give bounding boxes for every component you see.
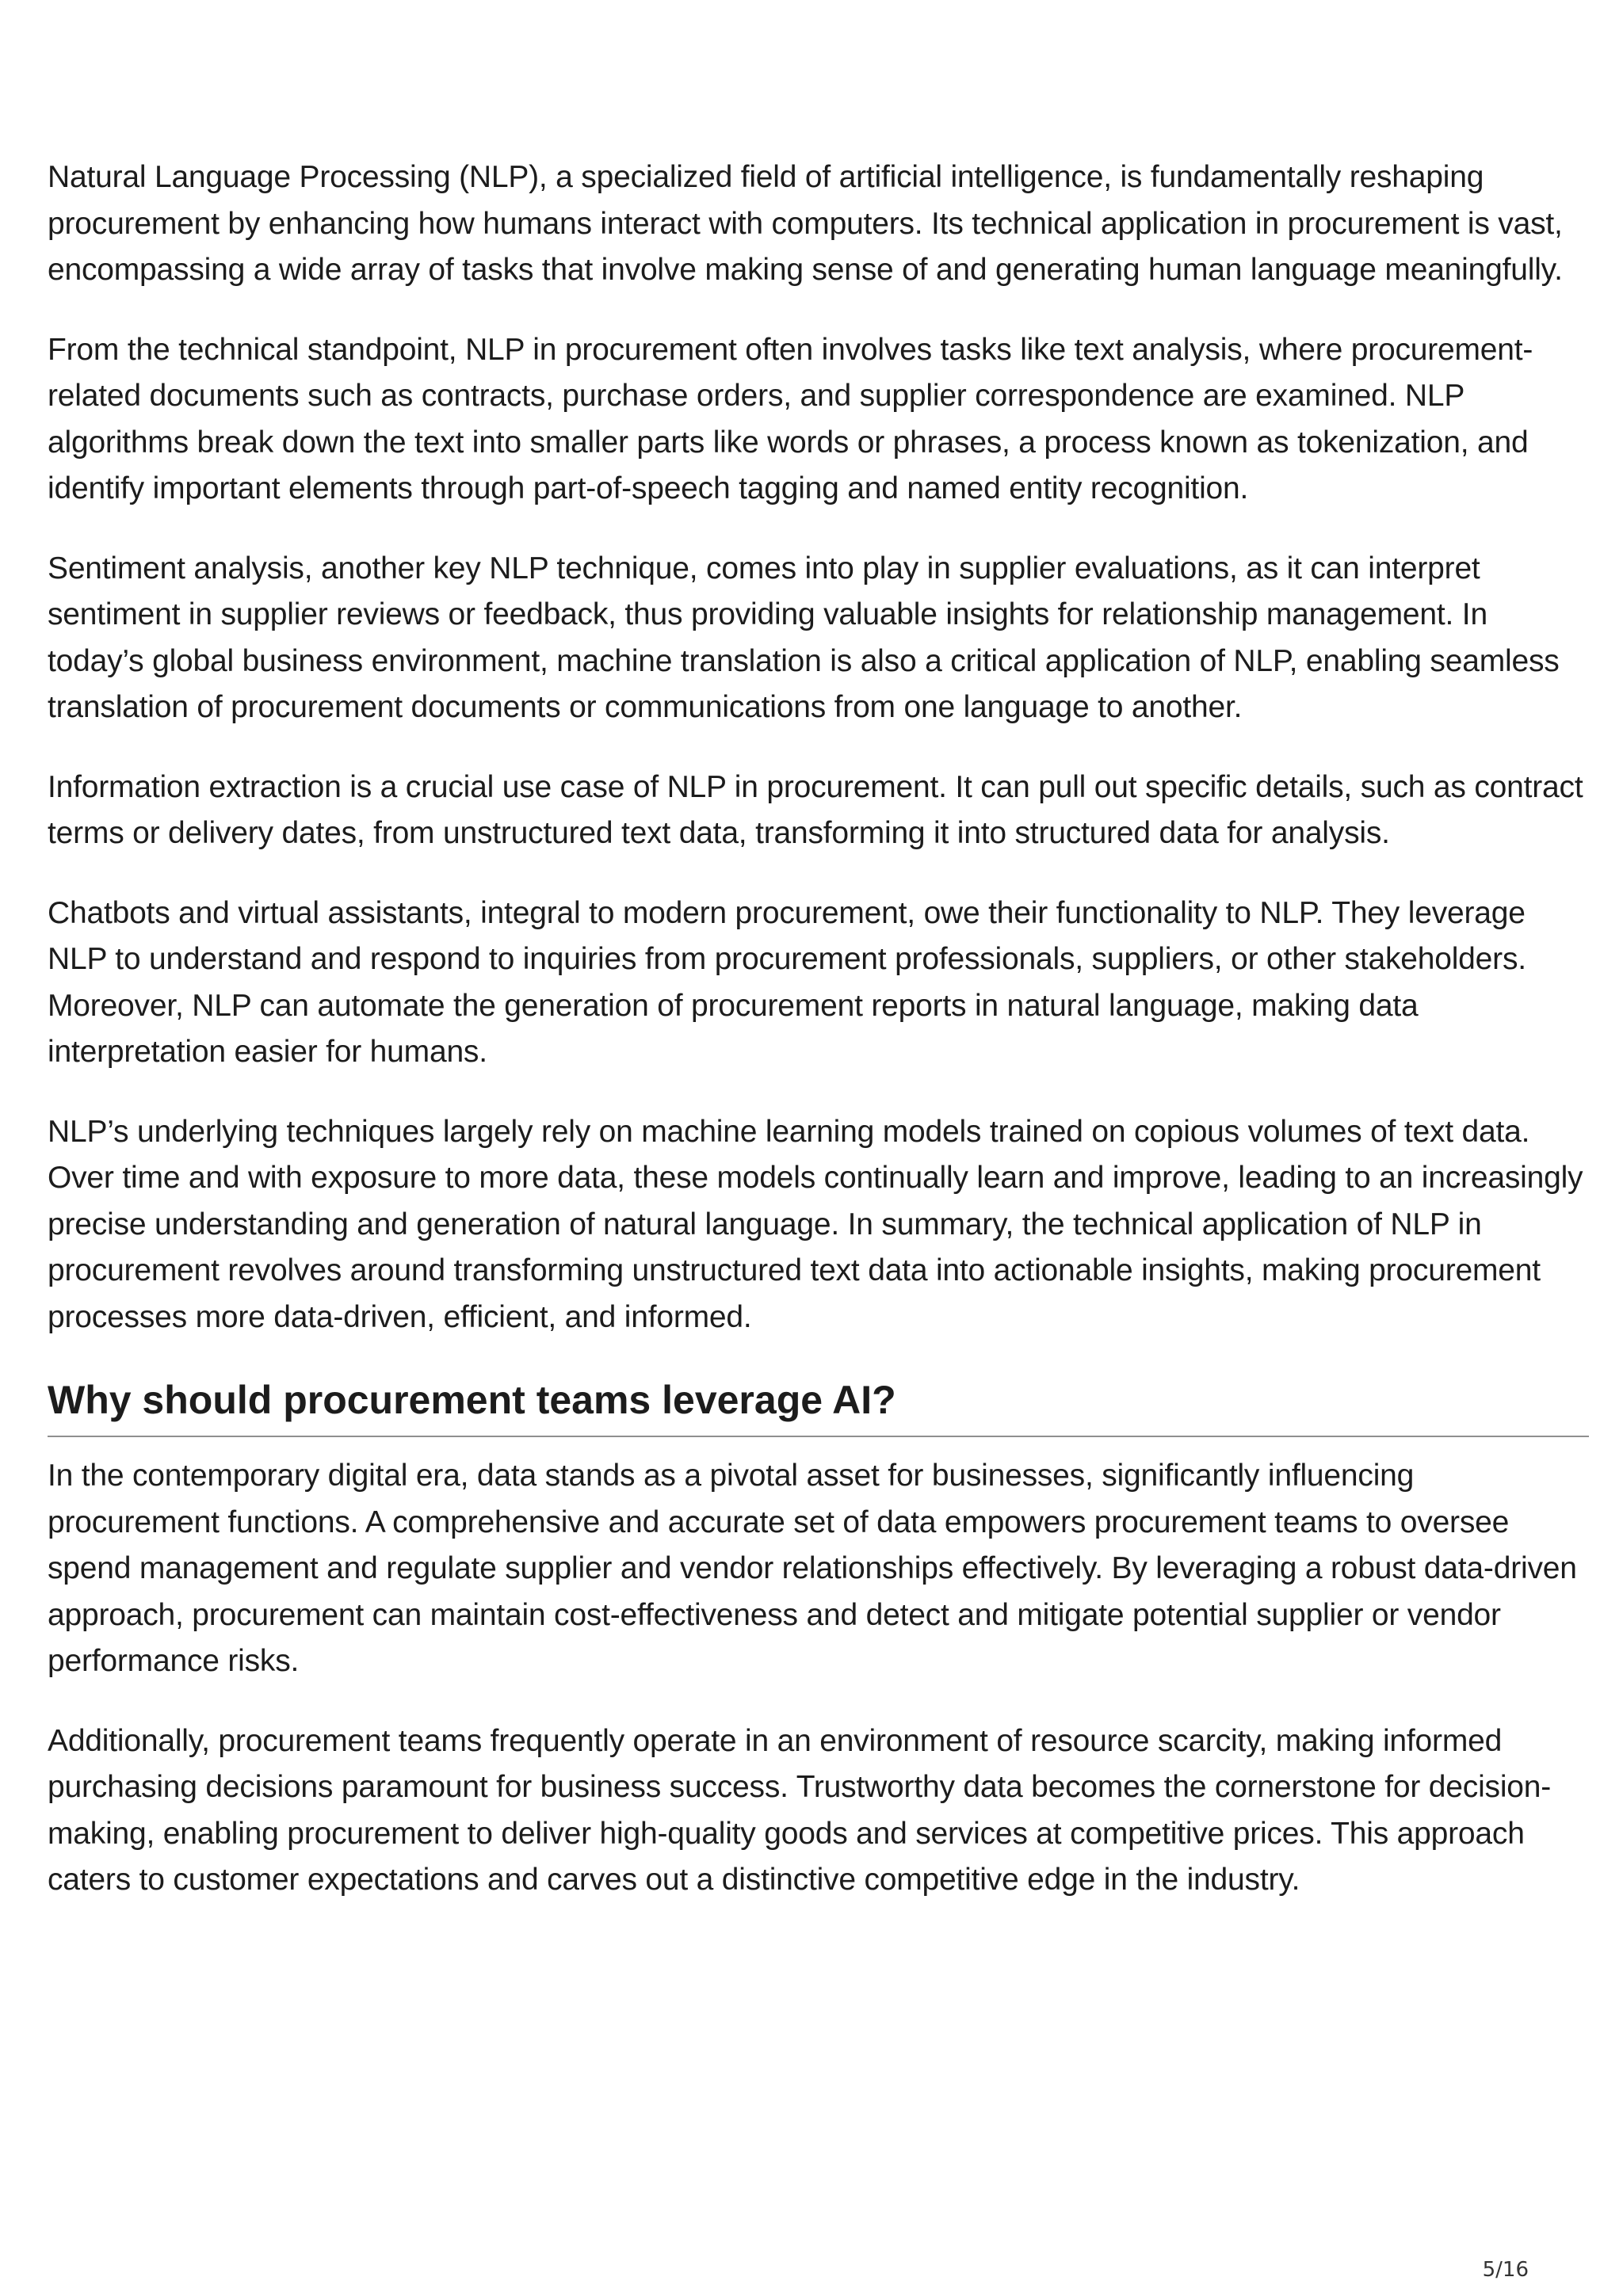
paragraph-nlp-sentiment: Sentiment analysis, another key NLP technique, comes into play in supplier evaluations, as it can interpret sentiment in supplier reviews or feedback, thus providing valuable insights for relationship management. In today’s global business environment, machine translation is also a critical application of NLP, enabling seamless translation of procurement documents or communications from one language to another. xyxy=(48,551,1560,724)
section-heading: Why should procurement teams leverage AI? xyxy=(48,1374,1589,1437)
paragraph-resource-scarcity: Additionally, procurement teams frequently operate in an environment of resource scarcity, making informed purchasing decisions paramount for business success. Trustworthy data becomes the cornerstone for decision-making, enabling procurement to deliver high-quality goods and services at competitive prices. This approach caters to customer expectations and carves out a distinctive competitive edge in the industry. xyxy=(48,1723,1552,1897)
paragraph-nlp-chatbots: Chatbots and virtual assistants, integral to modern procurement, owe their functionality to NLP. They leverage NLP to understand and respond to inquiries from procurement professionals, suppliers, or other stakeholders. Moreover, NLP can automate the generation of procurement reports in natural language, making data interpretation easier for humans. xyxy=(48,895,1526,1069)
paragraph-nlp-information-extraction: Information extraction is a crucial use case of NLP in procurement. It can pull out specific details, such as contract terms or delivery dates, from unstructured text data, transforming it into structured data for analysis. xyxy=(48,769,1583,850)
paragraph-nlp-text-analysis: From the technical standpoint, NLP in procurement often involves tasks like text analysis, where procurement-related documents such as contracts, purchase orders, and supplier correspondence are examined. NLP algorithms break down the text into smaller parts like words or phrases, a process known as tokenization, and identify important elements through part-of-speech tagging and named entity recognition. xyxy=(48,332,1533,505)
paragraph-nlp-machine-learning: NLP’s underlying techniques largely rely on machine learning models trained on copious volumes of text data. Over time and with exposure to more data, these models continually learn and improve, leading to an increasingly precise understanding and generation of natural language. In summary, the technical application of NLP in procurement revolves around transforming unstructured text data into actionable insights, making procurement processes more data-driven, efficient, and informed. xyxy=(48,1114,1583,1334)
document-page xyxy=(48,154,1589,1937)
paragraph-data-asset: In the contemporary digital era, data stands as a pivotal asset for businesses, significantly influencing procurement functions. A comprehensive and accurate set of data empowers procurement teams to oversee spend management and regulate supplier and vendor relationships effectively. By leveraging a robust data-driven approach, procurement can maintain cost-effectiveness and detect and mitigate potential supplier or vendor performance risks. xyxy=(48,1459,1577,1678)
page-number: 5/16 xyxy=(1482,2258,1529,2282)
paragraph-nlp-intro: Natural Language Processing (NLP), a specialized field of artificial intelligence, is fundamentally reshaping procurement by enhancing how humans interact with computers. Its technical application in procurement is vast, encompassing a wide array of tasks that involve making sense of and generating human language meaningfully. xyxy=(48,160,1563,287)
